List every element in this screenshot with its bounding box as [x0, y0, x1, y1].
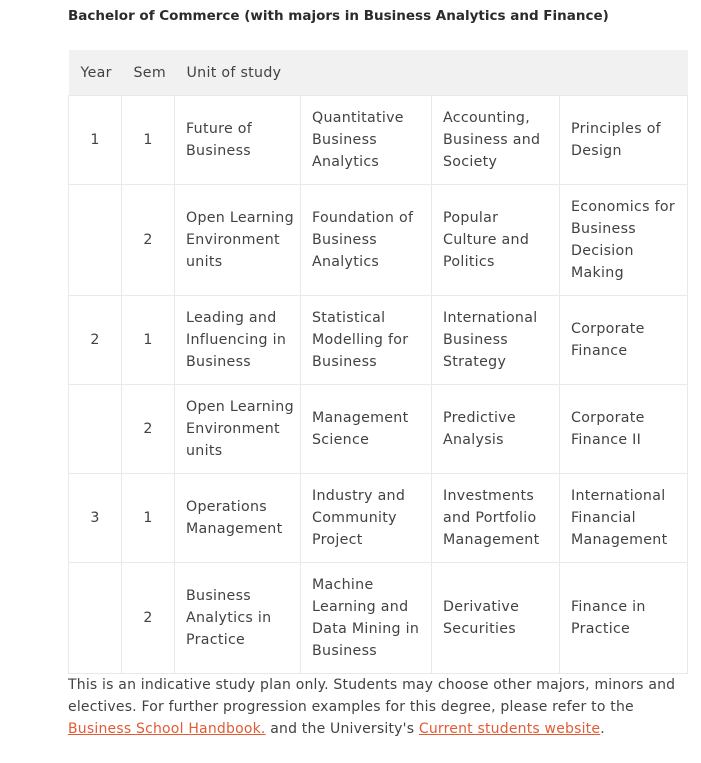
unit-cell: Corporate Finance [560, 296, 688, 385]
year-cell [69, 563, 122, 674]
header-unit-of-study: Unit of study [175, 50, 688, 96]
unit-cell: International Business Strategy [432, 296, 560, 385]
table-row [69, 96, 688, 185]
table-row [69, 385, 688, 474]
table-row [69, 296, 688, 385]
year-cell [69, 185, 122, 296]
unit-cell: Business Analytics in Practice [175, 563, 301, 674]
unit-cell: Operations Management [175, 474, 301, 563]
unit-cell: Machine Learning and Data Mining in Business [301, 563, 432, 674]
unit-cell: Industry and Community Project [301, 474, 432, 563]
unit-cell: Open Learning Environment units [175, 385, 301, 474]
sem-cell: 2 [122, 385, 175, 474]
unit-cell: Foundation of Business Analytics [301, 185, 432, 296]
unit-cell: Derivative Securities [432, 563, 560, 674]
unit-cell: Principles of Design [560, 96, 688, 185]
business-school-handbook-link[interactable]: Business School Handbook. [68, 721, 266, 737]
header-year: Year [69, 50, 122, 96]
unit-cell: International Financial Management [560, 474, 688, 563]
table-header-row [69, 50, 688, 96]
note-text: . [600, 721, 605, 737]
current-students-website-link[interactable]: Current students website [418, 721, 601, 737]
year-cell: 3 [69, 474, 122, 563]
unit-cell: Investments and Portfolio Management [432, 474, 560, 563]
unit-cell: Management Science [301, 385, 432, 474]
sem-cell: 2 [122, 563, 175, 674]
year-cell [69, 385, 122, 474]
note-text: This is an indicative study plan only. Students may choose other majors, minors and electives. For further progression examples for this degree, please refer to the [68, 677, 676, 715]
study-plan-table [68, 50, 688, 674]
unit-cell: Leading and Influencing in Business [175, 296, 301, 385]
table-row [69, 563, 688, 674]
study-plan-note [68, 674, 693, 740]
unit-cell: Economics for Business Decision Making [560, 185, 688, 296]
sem-cell: 1 [122, 296, 175, 385]
unit-cell: Predictive Analysis [432, 385, 560, 474]
unit-cell: Statistical Modelling for Business [301, 296, 432, 385]
unit-cell: Corporate Finance II [560, 385, 688, 474]
sem-cell: 2 [122, 185, 175, 296]
page-title: Bachelor of Commerce (with majors in Business Analytics and Finance) [68, 8, 609, 24]
sem-cell: 1 [122, 474, 175, 563]
unit-cell: Future of Business [175, 96, 301, 185]
year-cell: 1 [69, 96, 122, 185]
unit-cell: Quantitative Business Analytics [301, 96, 432, 185]
note-text: and the University's [265, 721, 419, 737]
table-row [69, 474, 688, 563]
unit-cell: Open Learning Environment units [175, 185, 301, 296]
year-cell: 2 [69, 296, 122, 385]
unit-cell: Finance in Practice [560, 563, 688, 674]
header-sem: Sem [122, 50, 175, 96]
table-row [69, 185, 688, 296]
sem-cell: 1 [122, 96, 175, 185]
unit-cell: Accounting, Business and Society [432, 96, 560, 185]
unit-cell: Popular Culture and Politics [432, 185, 560, 296]
